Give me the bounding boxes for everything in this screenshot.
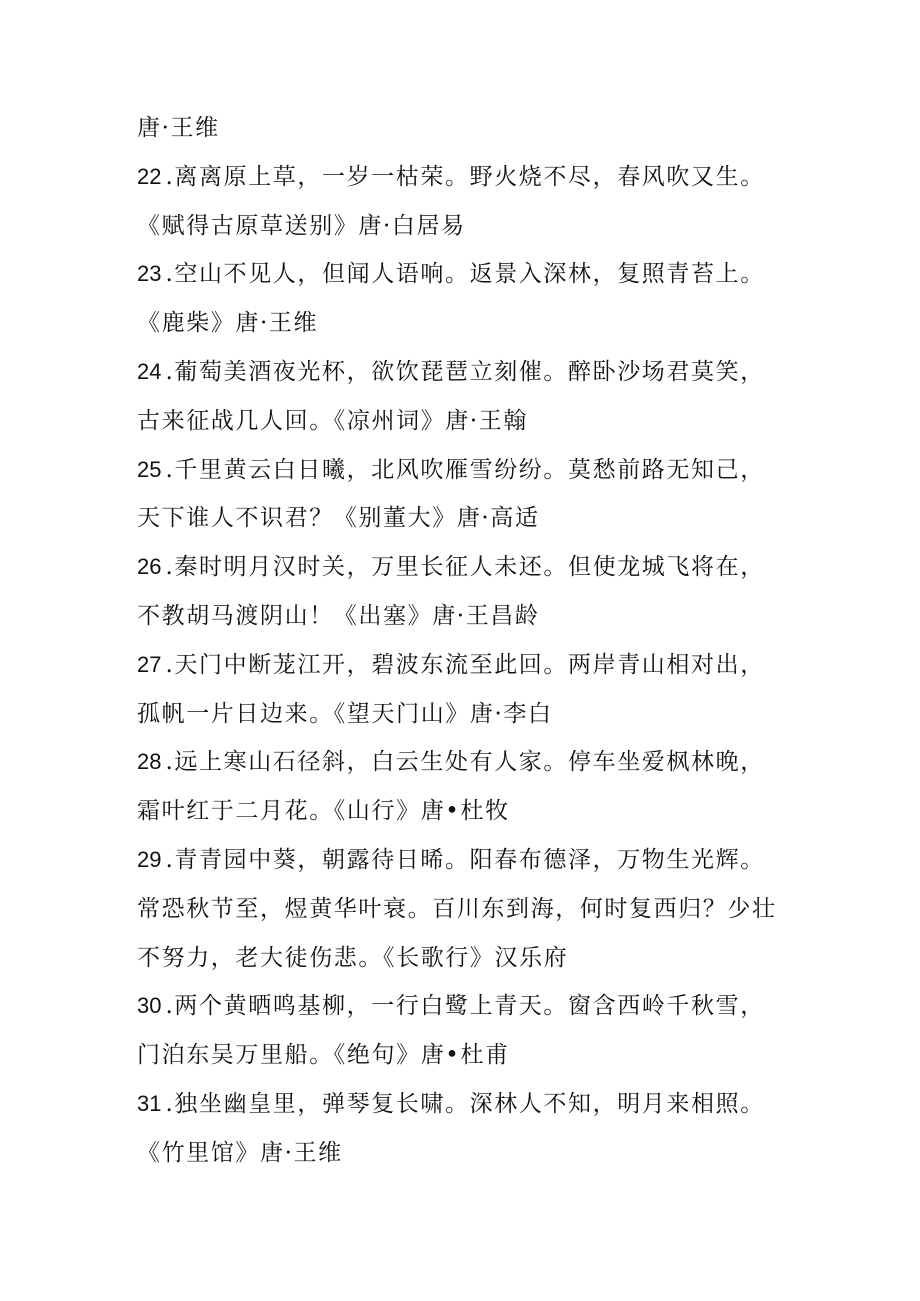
item-number: 30 (137, 993, 162, 1019)
line-text: 不教胡马渡阴山！《出塞》唐·王昌龄 (137, 602, 540, 629)
item-number: 27 (137, 651, 162, 677)
line-text: 孤帆一片日边来。《望天门山》唐·李白 (137, 700, 553, 727)
item-number: 29 (137, 846, 162, 872)
text-line (137, 1080, 797, 1129)
text-line (137, 397, 797, 446)
text-line (137, 202, 797, 251)
line-text: 常恐秋节至，煜黄华叶衰。百川东到海，何时复西归？少壮 (137, 895, 777, 922)
item-number: 24 (137, 358, 162, 384)
line-text: .千里黄云白日曦，北风吹雁雪纷纷。莫愁前路无知己， (165, 456, 765, 483)
line-text: 唐·王维 (137, 115, 220, 141)
text-line (137, 1129, 797, 1178)
line-text: 不努力，老大徒伤悲。《长歌行》汉乐府 (137, 944, 569, 971)
text-line (137, 738, 797, 787)
text-line (137, 836, 797, 885)
text-line (137, 885, 797, 934)
line-text: .葡萄美酒夜光杯，欲饮琵琶立刻催。醉卧沙场君莫笑， (165, 358, 765, 385)
text-line (137, 787, 797, 836)
item-number: 23 (137, 261, 162, 287)
text-line (137, 1031, 797, 1080)
line-text: 门泊东吴万里船。《绝句》唐•杜甫 (137, 1042, 510, 1069)
text-line (137, 153, 797, 202)
item-number: 31 (137, 1090, 162, 1116)
line-text: 《赋得古原草送别》唐·白居易 (137, 212, 466, 239)
item-number: 26 (137, 554, 162, 580)
line-text: 天下谁人不识君？《别董大》唐·高适 (137, 505, 540, 532)
text-line (137, 446, 797, 495)
text-line (137, 543, 797, 592)
text-line (137, 934, 797, 983)
text-line (137, 494, 797, 543)
item-number: 25 (137, 456, 162, 482)
line-text: .两个黄晒鸣基柳，一行白鹭上青天。窗含西岭千秋雪， (165, 993, 765, 1020)
line-text: .天门中断茏江开，碧波东流至此回。两岸青山相对出， (165, 651, 765, 678)
text-line (137, 690, 797, 739)
line-text: .独坐幽皇里，弹琴复长啸。深林人不知，明月来相照。 (165, 1090, 765, 1117)
line-text: .离离原上草，一岁一枯荣。野火烧不尽，春风吹又生。 (165, 163, 765, 190)
item-number: 28 (137, 749, 162, 775)
poem-list (137, 104, 797, 1178)
text-line (137, 348, 797, 397)
text-line (137, 982, 797, 1031)
line-text: .空山不见人，但闻人语响。返景入深林，复照青苔上。 (165, 261, 765, 288)
text-line (137, 104, 797, 153)
text-line (137, 250, 797, 299)
line-text: 古来征战几人回。《凉州词》唐·王翰 (137, 407, 529, 434)
item-number: 22 (137, 163, 162, 189)
text-line (137, 641, 797, 690)
line-text: 《竹里馆》唐·王维 (137, 1139, 343, 1166)
line-text: 《鹿柴》唐·王维 (137, 310, 319, 337)
line-text: .远上寒山石径斜，白云生处有人家。停车坐爱枫林晚， (165, 749, 765, 776)
line-text: .秦时明月汉时关，万里长征人未还。但使龙城飞将在， (165, 554, 765, 581)
text-line (137, 592, 797, 641)
text-line (137, 299, 797, 348)
line-text: .青青园中葵，朝露待日晞。阳春布德泽，万物生光辉。 (165, 846, 765, 873)
line-text: 霜叶红于二月花。《山行》唐•杜牧 (137, 798, 510, 825)
